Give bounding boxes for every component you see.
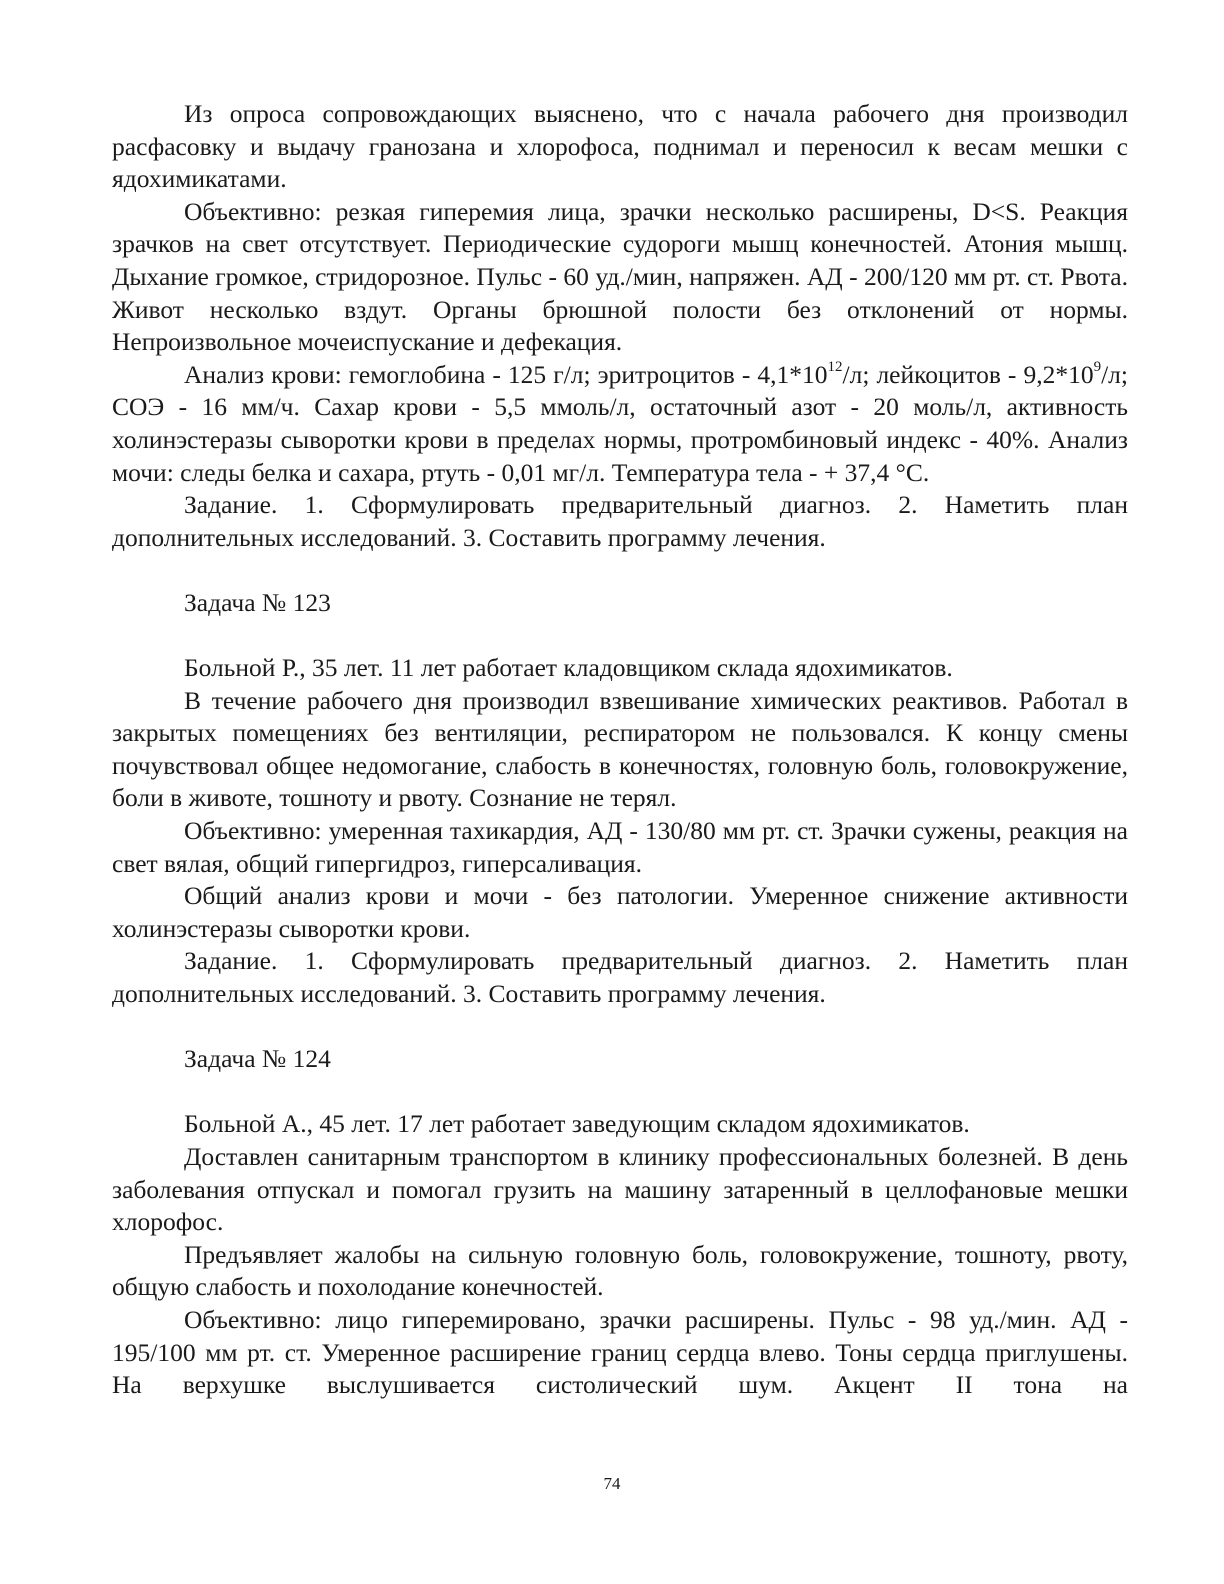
- spacer: [112, 554, 1128, 587]
- spacer: [112, 1011, 1128, 1044]
- page-number: 74: [603, 1474, 621, 1493]
- paragraph: В течение рабочего дня производил взвешивание химических реактивов. Работал в закрытых помещениях без вентиляции, респиратором не пользовался. К концу смены почувствовал общее недомогание, слабость в конечностях, головную боль, головокружение, боли в животе, тошноту и рвоту. Сознание не терял.: [112, 685, 1128, 813]
- text-run: /л; СОЭ - 16 мм/ч. Сахар крови - 5,5 ммоль/л, остаточный азот - 20 моль/л, активность холинэстеразы сыворотки крови в пределах нормы, протромбиновый индекс - 40%. Анализ мочи: следы белка и сахара, ртуть - 0,01 мг/л. Температура тела - + 37,4 °С.: [112, 359, 1128, 487]
- spacer: [112, 1076, 1128, 1109]
- document-body: [112, 98, 1128, 1402]
- problem-heading-124: Задача № 124: [184, 1044, 331, 1074]
- paragraph: Доставлен санитарным транспортом в клинику профессиональных болезней. В день заболевания отпускал и помогал грузить на машину затаренный в целлофановые мешки хлорофос.: [112, 1142, 1128, 1237]
- paragraph-blood-analysis: [112, 359, 1128, 489]
- paragraph: Предъявляет жалобы на сильную головную боль, головокружение, тошноту, рвоту, общую слабость и похолодание конечностей.: [112, 1239, 1128, 1302]
- paragraph: Из опроса сопровождающих выяснено, что с начала рабочего дня производил расфасовку и выдачу гранозана и хлорофоса, поднимал и переносил к весам мешки с ядохимикатами.: [112, 99, 1128, 194]
- paragraph: Общий анализ крови и мочи - без патологии. Умеренное снижение активности холинэстеразы сыворотки крови.: [112, 881, 1128, 943]
- superscript: 12: [827, 359, 843, 376]
- paragraph: Объективно: резкая гиперемия лица, зрачки несколько расширены, D<S. Реакция зрачков на свет отсутствует. Периодические судороги мышц конечностей. Атония мышц. Дыхание громкое, стридорозное. Пульс - 60 уд./мин, напряжен. АД - 200/120 мм рт. ст. Рвота. Живот несколько вздут. Органы брюшной полости без отклонений от нормы. Непроизвольное мочеиспускание и дефекация.: [112, 196, 1128, 357]
- spacer: [112, 620, 1128, 653]
- paragraph-task: Задание. 1. Сформулировать предварительный диагноз. 2. Наметить план дополнительных исследований. 3. Составить программу лечения.: [112, 946, 1128, 1009]
- text-run: Анализ крови: гемоглобина - 125 г/л; эритроцитов - 4,1*10: [184, 359, 828, 389]
- paragraph: Больной Р., 35 лет. 11 лет работает кладовщиком склада ядохимикатов.: [184, 653, 953, 683]
- problem-heading-123: Задача № 123: [184, 587, 331, 617]
- paragraph-task: Задание. 1. Сформулировать предварительный диагноз. 2. Наметить план дополнительных исследований. 3. Составить программу лечения.: [112, 490, 1128, 552]
- paragraph: Объективно: умеренная тахикардия, АД - 130/80 мм рт. ст. Зрачки сужены, реакция на свет вялая, общий гипергидроз, гиперсаливация.: [112, 816, 1128, 878]
- superscript: 9: [1093, 359, 1102, 376]
- paragraph: Объективно: лицо гиперемировано, зрачки расширены. Пульс - 98 уд./мин. АД - 195/100 мм рт. ст. Умеренное расширение границ сердца влево. Тоны сердца приглушены. На верхушке выслушивается систолический шум. Акцент II тона на: [112, 1304, 1128, 1400]
- paragraph: Больной А., 45 лет. 17 лет работает заведующим складом ядохимикатов.: [184, 1109, 970, 1139]
- text-run: /л; лейкоцитов - 9,2*10: [842, 359, 1094, 389]
